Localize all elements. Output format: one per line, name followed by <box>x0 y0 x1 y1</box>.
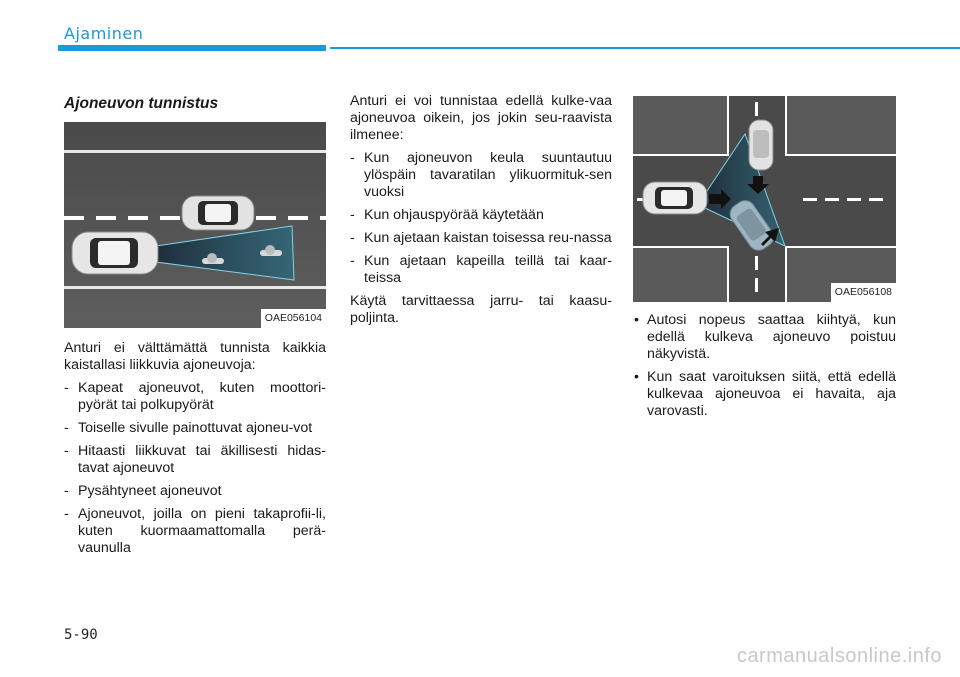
header-rule-thick <box>58 45 326 51</box>
watermark: carmanualsonline.info <box>736 645 942 667</box>
middle-intro: Anturi ei voi tunnistaa edellä kulke-vaa ajoneuvoa oikein, jos jokin seu-raavista ilmenee: <box>350 93 612 143</box>
middle-outro: Käytä tarvittaessa jarru- tai kaasu-poljinta. <box>350 293 612 326</box>
car-oncoming <box>749 120 773 170</box>
figure-code: OAE056108 <box>831 283 896 302</box>
list-item: - Kun ajetaan kapeilla teillä tai kaar-teissa <box>350 253 612 286</box>
figure-sensor-range <box>64 122 326 328</box>
road-illustration-1 <box>64 122 326 328</box>
car-ahead <box>182 196 254 230</box>
road-illustration-2 <box>633 96 896 302</box>
list-item: - Ajoneuvot, joilla on pieni takaprofii-li, kuten kuormaamattomalla perä-vaunulla <box>64 506 326 556</box>
figure-intersection <box>633 96 896 302</box>
list-item: - Kun ajetaan kaistan toisessa reu-nassa <box>350 230 612 246</box>
list-item: - Pysähtyneet ajoneuvot <box>64 483 222 499</box>
left-intro: Anturi ei välttämättä tunnista kaikkia kaistallasi liikkuvia ajoneuvoja: <box>64 340 326 373</box>
list-item: - Hitaasti liikkuvat tai äkillisesti hidas-tavat ajoneuvot <box>64 443 326 476</box>
section-title: Ajaminen <box>64 24 144 43</box>
list-item: • Autosi nopeus saattaa kiihtyä, kun edellä kulkeva ajoneuvo poistuu näkyvistä. <box>634 312 896 362</box>
section-heading: Ajoneuvon tunnistus <box>64 95 219 112</box>
right-column <box>633 96 896 426</box>
list-item: - Kun ohjauspyörää käytetään <box>350 207 544 223</box>
list-item: - Kapeat ajoneuvot, kuten moottori-pyörät tai polkupyörät <box>64 380 326 413</box>
left-column <box>64 90 326 563</box>
list-item: - Kun ajoneuvon keula suuntautuu ylöspäin tavaratilan ylikuormituk-sen vuoksi <box>350 150 612 200</box>
car-own-2 <box>643 182 707 214</box>
figure-code: OAE056104 <box>261 309 326 328</box>
middle-column <box>350 93 612 333</box>
page-number: 5-90 <box>64 627 98 643</box>
header-rule-thin <box>330 47 960 49</box>
list-item: - Toiselle sivulle painottuvat ajoneu-vot <box>64 420 313 436</box>
car-own <box>72 232 158 274</box>
list-item: • Kun saat varoituksen siitä, että edellä kulkevaa ajoneuvoa ei havaita, aja varovasti. <box>634 369 896 419</box>
